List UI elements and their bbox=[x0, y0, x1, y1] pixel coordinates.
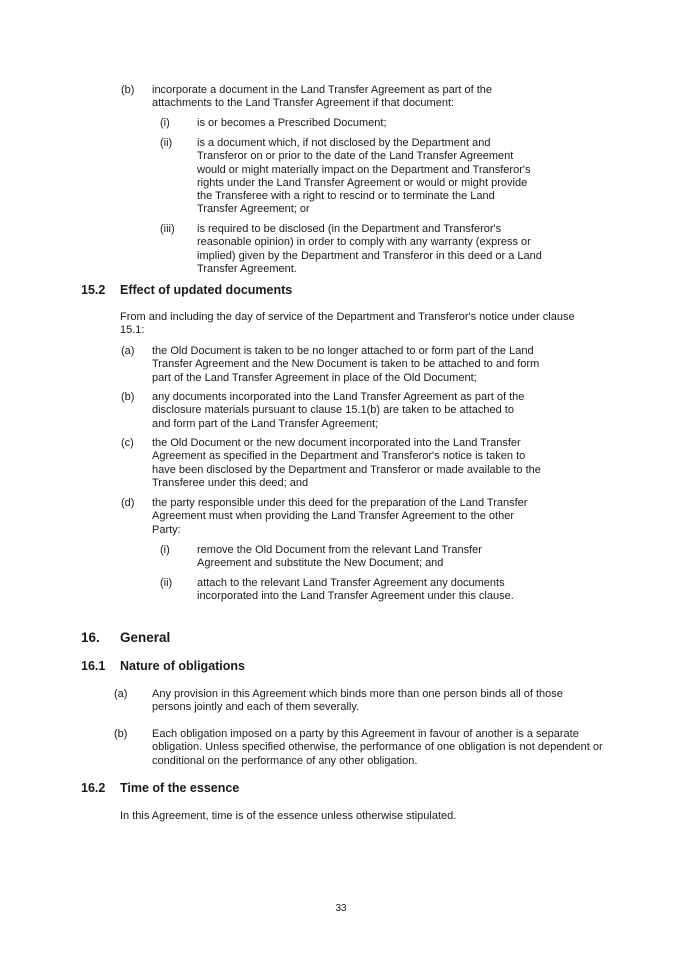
page-number: 33 bbox=[335, 903, 347, 914]
subitem-text: is or becomes a Prescribed Document; bbox=[197, 117, 387, 129]
item-label: (b) bbox=[121, 84, 135, 96]
item-text: Each obligation imposed on a party by this Agreement in favour of another is a separate obligation. Unless specified otherwise, the performance of one obligation is not dependent or conditional on the performance of any other obligation. bbox=[152, 728, 603, 767]
item-text: the party responsible under this deed for the preparation of the Land Transfer Agreement must when providing the Land Transfer Agreement to the other Party: bbox=[152, 497, 528, 536]
item-text: the Old Document or the new document incorporated into the Land Transfer Agreement as specified in the Department and Transferor's notice is taken to have been disclosed by the Department and Transferor or made available to the Transferee under this deed; and bbox=[152, 437, 541, 489]
item-label: (d) bbox=[121, 497, 135, 509]
subitem-text: attach to the relevant Land Transfer Agreement any documents incorporated into the Land Transfer Agreement under this clause. bbox=[197, 577, 514, 603]
item-label: (c) bbox=[121, 437, 134, 449]
section-title: Nature of obligations bbox=[120, 659, 245, 673]
section-intro: From and including the day of service of the Department and Transferor's notice under clause 15.1: bbox=[120, 311, 575, 337]
subitem-text: is required to be disclosed (in the Department and Transferor's reasonable opinion) in order to comply with any warranty (express or implied) given by the Department and Transferor in this deed or a Land Transfer Agreement. bbox=[197, 223, 542, 275]
item-label: (a) bbox=[121, 345, 135, 357]
subitem-label: (ii) bbox=[160, 577, 173, 589]
item-label: (b) bbox=[121, 391, 135, 403]
heading-number: 16. bbox=[81, 630, 100, 645]
subitem-label: (iii) bbox=[160, 223, 175, 235]
item-text: the Old Document is taken to be no longer attached to or form part of the Land Transfer Agreement and the New Document is taken to be attached to and form part of the Land Transfer Agreement in place of the Old Document; bbox=[152, 345, 540, 384]
item-text: Any provision in this Agreement which binds more than one person binds all of those persons jointly and each of them severally. bbox=[152, 688, 563, 714]
section-title: Time of the essence bbox=[120, 781, 240, 795]
heading-title: General bbox=[120, 630, 171, 645]
item-label: (a) bbox=[114, 688, 128, 700]
subitem-text: remove the Old Document from the relevant Land Transfer Agreement and substitute the New Document; and bbox=[197, 544, 482, 570]
section-number: 16.2 bbox=[81, 781, 106, 795]
subitem-label: (i) bbox=[160, 117, 170, 129]
item-text: incorporate a document in the Land Transfer Agreement as part of the attachments to the Land Transfer Agreement if that document: bbox=[152, 84, 492, 110]
section-number: 15.2 bbox=[81, 283, 106, 297]
subitem-label: (i) bbox=[160, 544, 170, 556]
section-number: 16.1 bbox=[81, 659, 106, 673]
section-text: In this Agreement, time is of the essence unless otherwise stipulated. bbox=[120, 810, 457, 822]
subitem-label: (ii) bbox=[160, 137, 173, 149]
item-label: (b) bbox=[114, 728, 128, 740]
subitem-text: is a document which, if not disclosed by the Department and Transferor on or prior to the date of the Land Transfer Agreement would or might materially impact on the Department and Transferor's rights under the Land Transfer Agreement or would or might provide the Transferee with a right to rescind or to terminate the Land Transfer Agreement; or bbox=[197, 137, 531, 216]
section-title: Effect of updated documents bbox=[120, 283, 293, 297]
item-text: any documents incorporated into the Land Transfer Agreement as part of the disclosure materials pursuant to clause 15.1(b) are taken to be attached to and form part of the Land Transfer Agreement; bbox=[152, 391, 525, 430]
